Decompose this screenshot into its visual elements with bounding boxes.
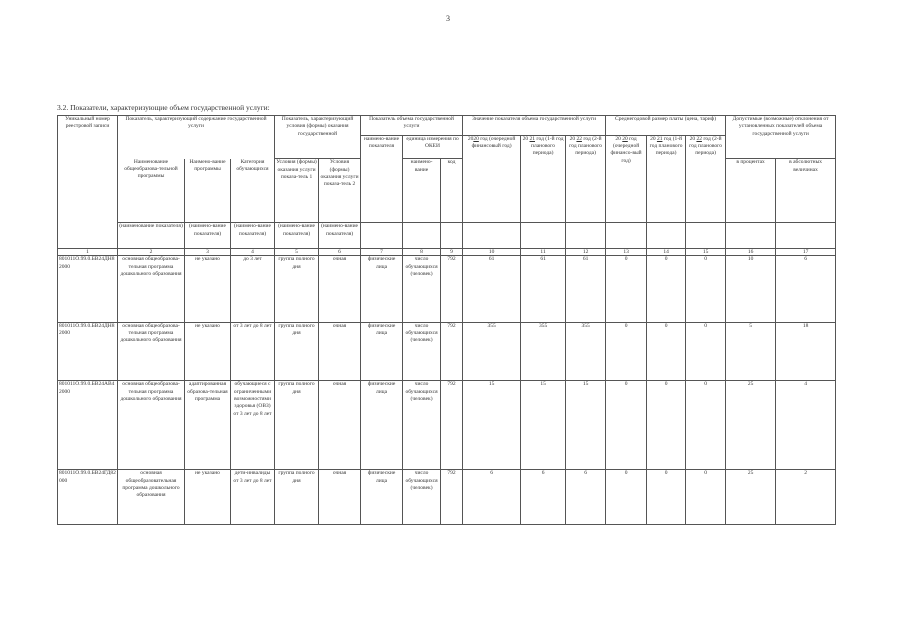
header-avg-fee: Среднегодовой размер платы (цена, тариф) — [606, 116, 726, 136]
unit-code: 792 — [441, 470, 463, 525]
unit-code: 792 — [441, 256, 463, 322]
registry-number: 801011О.99.0.БВ24ГД82000 — [58, 470, 118, 525]
column-number: 15 — [686, 249, 726, 256]
indicator-name: физические лица — [361, 381, 403, 470]
program: не указано — [185, 470, 231, 525]
value-year-3: 6 — [566, 470, 606, 525]
unit-name: число обучающихся (человек) — [403, 381, 441, 470]
header-conditions-indicator: Показатель, характеризующий условия (формы) оказания государственной — [275, 116, 361, 159]
header-indicator-name: наимено-вание показателя — [361, 135, 403, 223]
condition-2: очная — [319, 381, 361, 470]
program-name: основная общеобразовательная программа дошкольного образования — [118, 470, 185, 525]
category: обучающиеся с ограниченными возможностями здоровья (ОВЗ) от 3 лет до 8 лет — [231, 381, 275, 470]
column-number: 12 — [566, 249, 606, 256]
registry-spacer — [58, 223, 118, 249]
header-in-absolute: в абсолютных величинах — [776, 159, 836, 223]
program: не указано — [185, 256, 231, 322]
fee-year-3: 0 — [686, 322, 726, 381]
fee-year-2: 0 — [647, 256, 686, 322]
deviation-absolute: 2 — [776, 470, 836, 525]
unit-name: число обучающихся (человек) — [403, 470, 441, 525]
header-year-1: 2020 год (очередной финансовый год) — [463, 135, 521, 223]
header-content-indicator: Показатель, характеризующий содержание государственной услуги — [118, 116, 275, 159]
header-volume-value: Значение показателя объема государственной услуги — [463, 116, 606, 136]
header-in-percent: в процентах — [726, 159, 776, 223]
column-number: 13 — [606, 249, 647, 256]
unit-code: 792 — [441, 381, 463, 470]
column-number: 14 — [647, 249, 686, 256]
column-number: 4 — [231, 249, 275, 256]
header-fee-3: 20 22 год (2-й год планового периода) — [686, 135, 726, 223]
program: не указано — [185, 322, 231, 381]
fee-year-1: 0 — [606, 322, 647, 381]
page-number: 3 — [446, 14, 450, 23]
table-row — [58, 470, 836, 525]
column-numbers-row — [58, 249, 836, 256]
category: дети-инвалиды от 3 лет до 8 лет — [231, 470, 275, 525]
name-placeholder: (наименование показателя) — [118, 223, 185, 249]
value-year-2: 61 — [521, 256, 566, 322]
sub-program: Наимено-вание программы — [185, 159, 231, 223]
unit-name: число обучающихся (человек) — [403, 256, 441, 322]
name-placeholder: (наимено-вание показателя) — [319, 223, 361, 249]
value-year-2: 15 — [521, 381, 566, 470]
value-year-1: 15 — [463, 381, 521, 470]
program: адаптированная образова-тельная программа — [185, 381, 231, 470]
fee-year-3: 0 — [686, 256, 726, 322]
sub-category: Категория обучающихся — [231, 159, 275, 223]
condition-2: очная — [319, 470, 361, 525]
table-row — [58, 381, 836, 470]
value-year-3: 15 — [566, 381, 606, 470]
column-number: 9 — [441, 249, 463, 256]
deviation-absolute: 6 — [776, 256, 836, 322]
category: от 3 лет до 8 лет — [231, 322, 275, 381]
header-unit-name: наимено-вание — [403, 159, 441, 223]
header-year-3: 20 22 год (2-й год планового периода) — [566, 135, 606, 223]
program-name: основная общеобразова-тельная программа дошкольного образования — [118, 256, 185, 322]
unit-code: 792 — [441, 322, 463, 381]
condition-2: очная — [319, 256, 361, 322]
indicator-name: физические лица — [361, 322, 403, 381]
deviation-absolute: 4 — [776, 381, 836, 470]
condition-1: группа полного дня — [275, 322, 319, 381]
value-year-3: 61 — [566, 256, 606, 322]
name-placeholder: (наимено-вание показателя) — [231, 223, 275, 249]
registry-number: 801011О.99.0.БВ24ДН82000 — [58, 256, 118, 322]
header-volume-indicator: Показатель объема государственной услуги — [361, 116, 463, 136]
condition-1: группа полного дня — [275, 470, 319, 525]
name-placeholder: (наимено-вание показателя) — [275, 223, 319, 249]
header-unit-code: код — [441, 159, 463, 223]
deviation-percent: 25 — [726, 470, 776, 525]
registry-number: 801011О.99.0.БВ24ДН82000 — [58, 322, 118, 381]
value-year-1: 6 — [463, 470, 521, 525]
name-placeholder: (наимено-вание показателя) — [185, 223, 231, 249]
unit-name: число обучающихся (человек) — [403, 322, 441, 381]
indicator-name: физические лица — [361, 470, 403, 525]
table-row — [58, 322, 836, 381]
condition-1: группа полного дня — [275, 381, 319, 470]
fee-year-1: 0 — [606, 256, 647, 322]
program-name: основная общеобразова-тельная программа дошкольного образования — [118, 322, 185, 381]
sub-conditions-2: Условия (формы) оказания услуги показа-тель 2 — [319, 159, 361, 223]
column-number: 1 — [58, 249, 118, 256]
sub-conditions-1: Условия (формы) оказания услуги показа-тель 1 — [275, 159, 319, 223]
value-year-3: 355 — [566, 322, 606, 381]
header-fee-2: 20 21 год (1-й год планового периода) — [647, 135, 686, 223]
value-year-2: 6 — [521, 470, 566, 525]
sub-program-name: Наименование общеобразова-тельной программы — [118, 159, 185, 223]
table-row — [58, 256, 836, 322]
column-number: 3 — [185, 249, 231, 256]
condition-2: очная — [319, 322, 361, 381]
column-number: 16 — [726, 249, 776, 256]
deviation-absolute: 18 — [776, 322, 836, 381]
column-number: 11 — [521, 249, 566, 256]
fee-year-1: 0 — [606, 470, 647, 525]
registry-number: 801011О.99.0.БВ24АВ42000 — [58, 381, 118, 470]
header-unit-okei: единица измерения по ОКЕИ — [403, 135, 463, 159]
section-title: 3.2. Показатели, характеризующие объем государственной услуги: — [57, 103, 270, 112]
column-number: 10 — [463, 249, 521, 256]
fee-year-3: 0 — [686, 381, 726, 470]
column-number: 5 — [275, 249, 319, 256]
column-number: 17 — [776, 249, 836, 256]
value-year-2: 355 — [521, 322, 566, 381]
volume-indicators-table — [57, 115, 836, 525]
column-number: 2 — [118, 249, 185, 256]
fee-year-2: 0 — [647, 381, 686, 470]
category: до 3 лет — [231, 256, 275, 322]
fee-year-2: 0 — [647, 322, 686, 381]
condition-1: группа полного дня — [275, 256, 319, 322]
deviation-percent: 5 — [726, 322, 776, 381]
value-year-1: 355 — [463, 322, 521, 381]
deviation-percent: 25 — [726, 381, 776, 470]
fee-year-2: 0 — [647, 470, 686, 525]
column-number: 7 — [361, 249, 403, 256]
header-registry-number: Уникальный номер реестровой записи — [58, 116, 118, 223]
deviation-percent: 10 — [726, 256, 776, 322]
header-fee-1: 20 20 год (очередной финансо-вый год) — [606, 135, 647, 223]
indicator-name: физические лица — [361, 256, 403, 322]
value-year-1: 61 — [463, 256, 521, 322]
column-number: 6 — [319, 249, 361, 256]
fee-year-1: 0 — [606, 381, 647, 470]
fee-year-3: 0 — [686, 470, 726, 525]
program-name: основная общеобразова-тельная программа дошкольного образования — [118, 381, 185, 470]
header-deviations: Допустимые (возможные) отклонения от установленных показателей объема государственной услуги — [726, 116, 836, 159]
column-number: 8 — [403, 249, 441, 256]
header-year-2: 20 21 год (1-й год планового периода) — [521, 135, 566, 223]
